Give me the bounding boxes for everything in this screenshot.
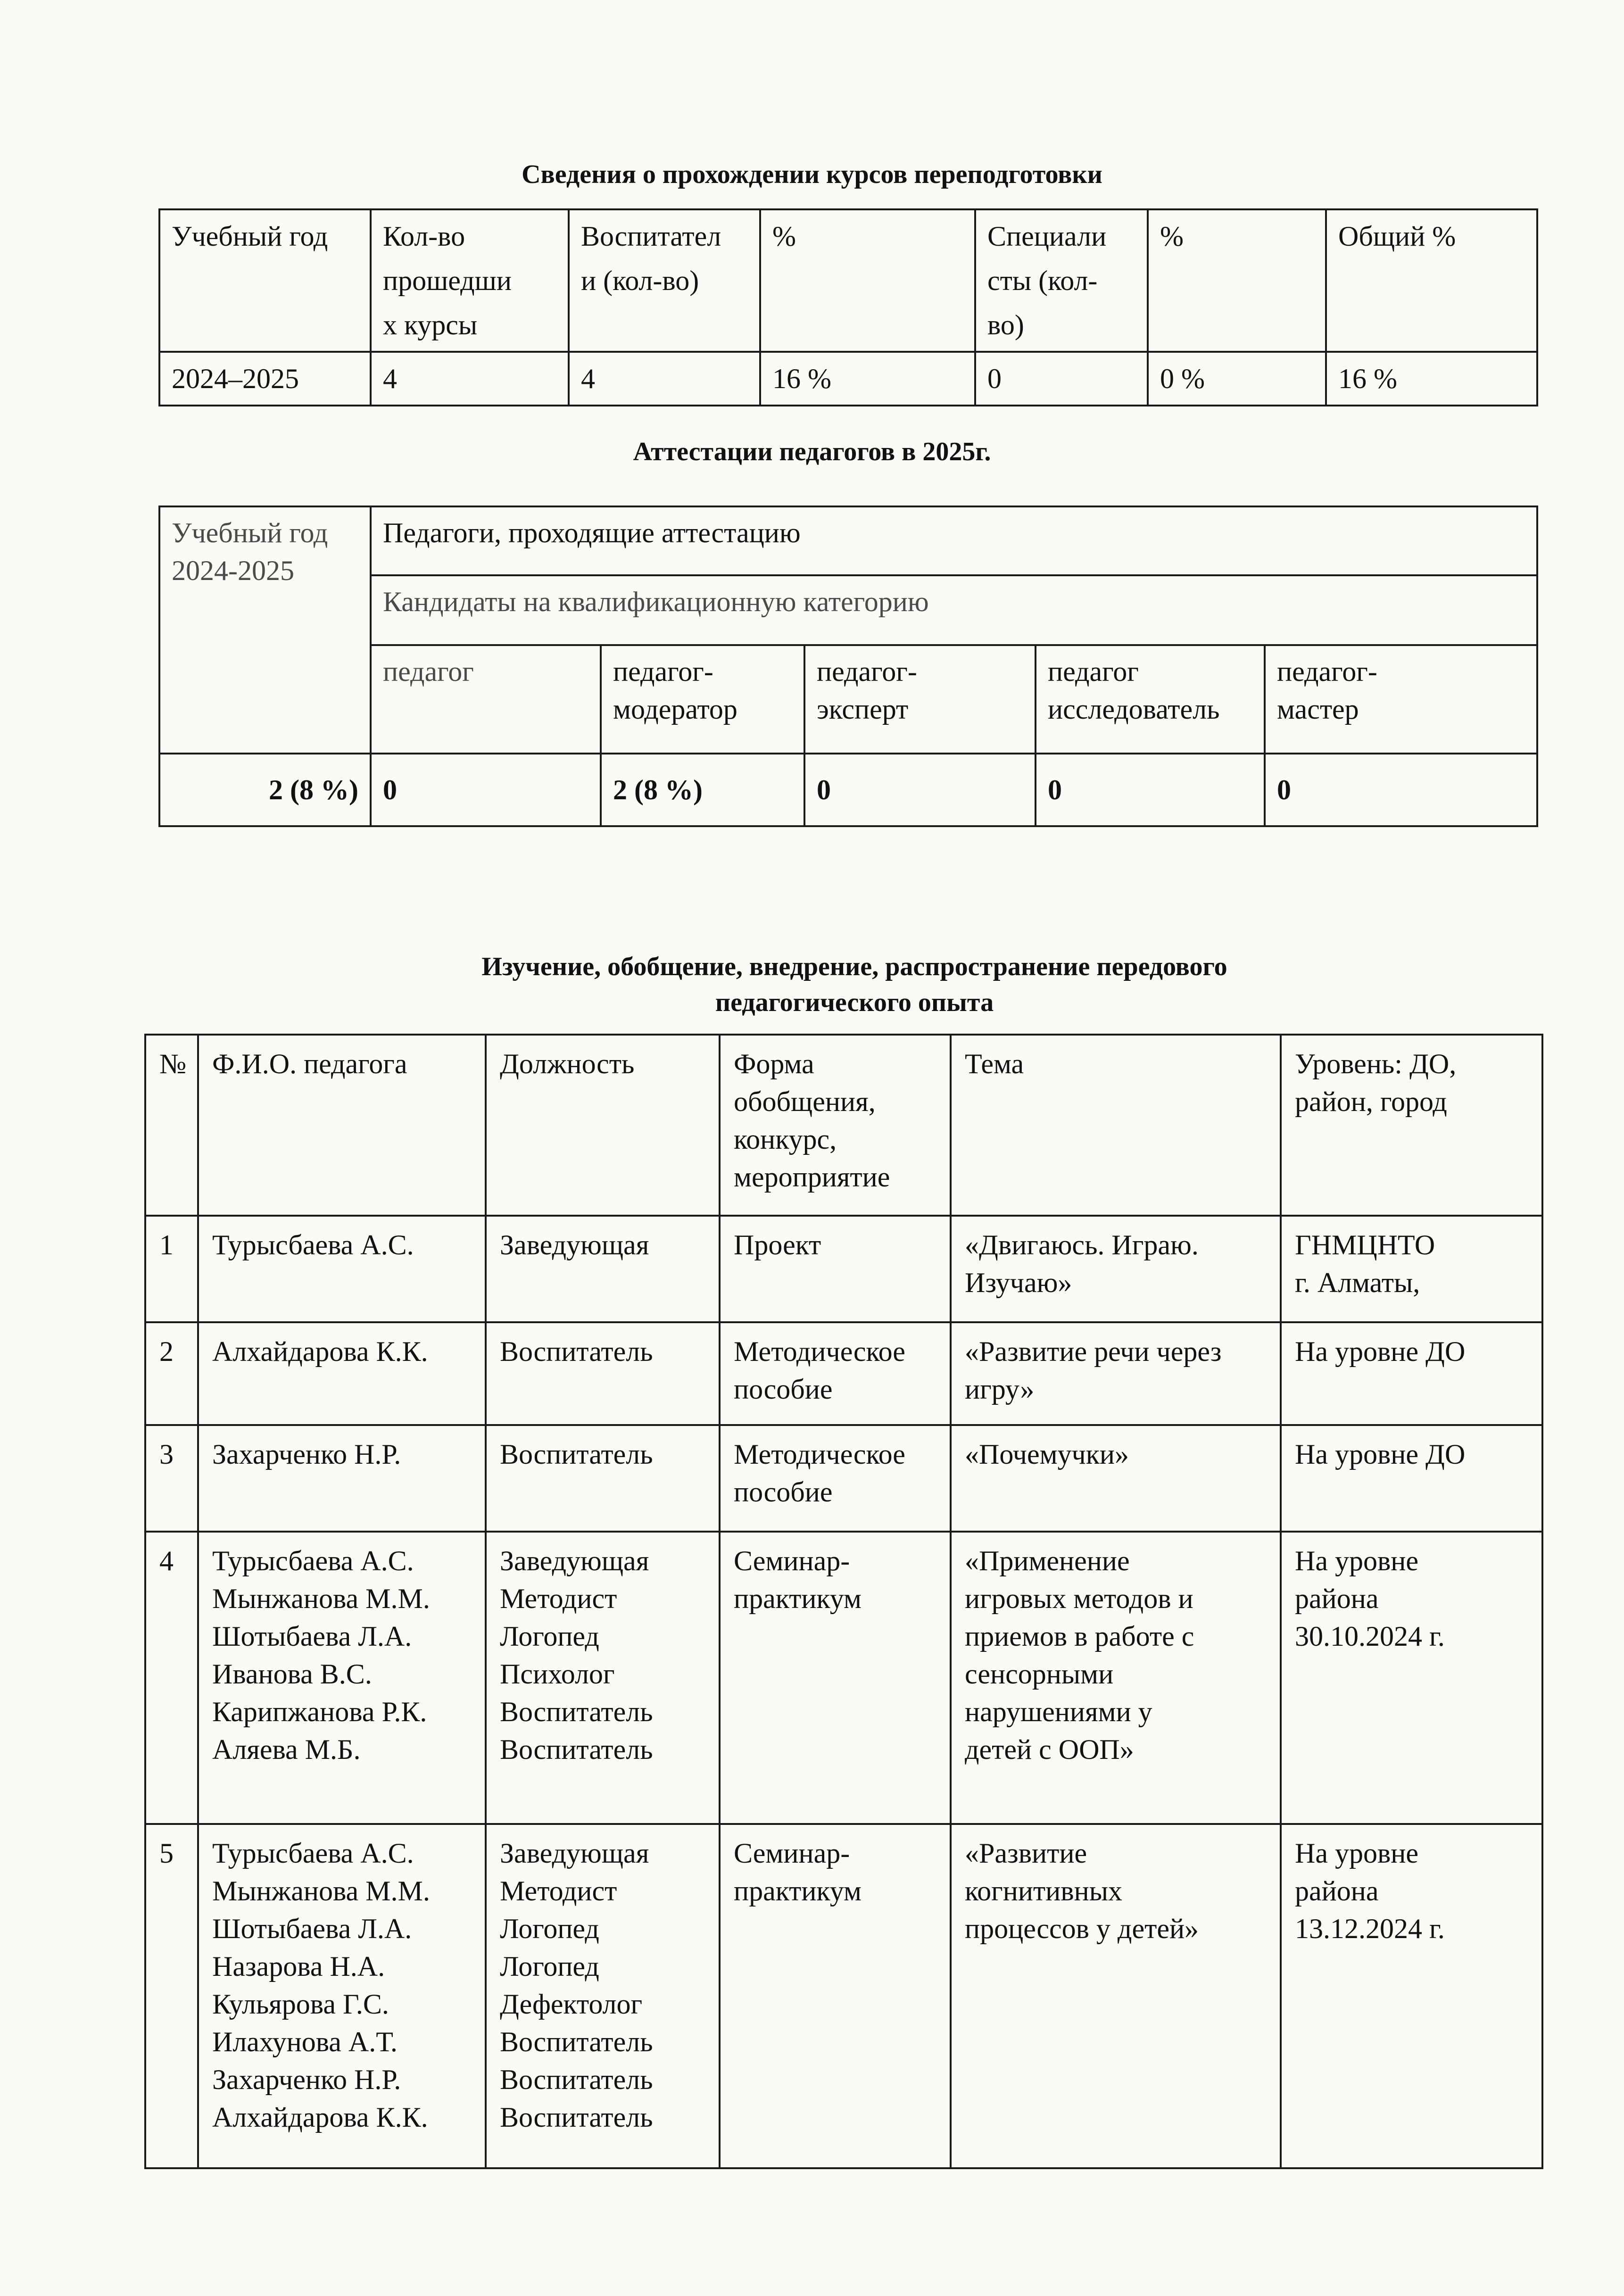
- attestation-sub-header: Кандидаты на квалификационную категорию: [371, 575, 1537, 645]
- row-number: 3: [145, 1425, 198, 1532]
- category-cell: педагог: [371, 645, 601, 754]
- teacher-names: Алхайдарова К.К.: [198, 1322, 486, 1425]
- courses-cell: 16 %: [760, 352, 975, 406]
- courses-header-row: [159, 209, 1537, 352]
- teacher-names: Захарченко Н.Р.: [198, 1425, 486, 1532]
- form: Проект: [720, 1216, 951, 1322]
- topic: «Почемучки»: [951, 1425, 1281, 1532]
- courses-cell: 0: [975, 352, 1148, 406]
- courses-header-cell: %: [760, 209, 975, 352]
- courses-cell: 2024–2025: [159, 352, 371, 406]
- experience-title: Изучение, обобщение, внедрение, распространение передового педагогического опыта: [481, 952, 1227, 1017]
- level: На уровне ДО: [1281, 1322, 1542, 1425]
- category-cell: педагог исследователь: [1036, 645, 1265, 754]
- attestation-value-cell: 0: [1036, 754, 1265, 826]
- experience-header-cell: №: [145, 1035, 198, 1216]
- attestation-table: [158, 506, 1538, 827]
- positions: Заведующая Методист Логопед Логопед Дефектолог Воспитатель Воспитатель Воспитатель: [486, 1824, 720, 2168]
- teacher-names: Турысбаева А.С. Мынжанова М.М. Шотыбаева Л.А. Иванова В.С. Карипжанова Р.К. Аляева М.Б.: [198, 1532, 486, 1824]
- attestation-year-cell: Учебный год 2024-2025: [159, 506, 371, 754]
- courses-header-cell: Специали сты (кол- во): [975, 209, 1148, 352]
- courses-cell: 4: [569, 352, 760, 406]
- courses-table: [158, 208, 1538, 406]
- experience-header-cell: Должность: [486, 1035, 720, 1216]
- teacher-names: Турысбаева А.С. Мынжанова М.М. Шотыбаева Л.А. Назарова Н.А. Кульярова Г.С. Илахунова А.Т. Захарченко Н.Р. Алхайдарова К.К.: [198, 1824, 486, 2168]
- level: На уровне района 30.10.2024 г.: [1281, 1532, 1542, 1824]
- category-cell: педагог- модератор: [601, 645, 804, 754]
- experience-header-cell: Ф.И.О. педагога: [198, 1035, 486, 1216]
- form: Методическое пособие: [720, 1425, 951, 1532]
- row-number: 1: [145, 1216, 198, 1322]
- courses-header-cell: Учебный год: [159, 209, 371, 352]
- courses-data-row: [159, 352, 1537, 406]
- courses-header-cell: Кол-во прошедши х курсы: [371, 209, 569, 352]
- category-cell: педагог- эксперт: [804, 645, 1036, 754]
- attestation-group-header: Педагоги, проходящие аттестацию: [371, 506, 1537, 575]
- row-number: 5: [145, 1824, 198, 2168]
- table-row: [145, 1216, 1542, 1322]
- courses-title: Сведения о прохождении курсов переподготовки: [522, 160, 1102, 189]
- attestation-title: Аттестации педагогов в 2025г.: [633, 437, 991, 466]
- experience-header-cell: Форма обобщения, конкурс, мероприятие: [720, 1035, 951, 1216]
- table-row: [145, 1322, 1542, 1425]
- attestation-values-row: [159, 754, 1537, 826]
- category-cell: педагог- мастер: [1265, 645, 1537, 754]
- experience-header-cell: Тема: [951, 1035, 1281, 1216]
- teacher-names: Турысбаева А.С.: [198, 1216, 486, 1322]
- attestation-value-cell: 0: [371, 754, 601, 826]
- level: На уровне ДО: [1281, 1425, 1542, 1532]
- topic: «Применение игровых методов и приемов в работе с сенсорными нарушениями у детей с ООП»: [951, 1532, 1281, 1824]
- positions: Воспитатель: [486, 1425, 720, 1532]
- row-number: 2: [145, 1322, 198, 1425]
- form: Методическое пособие: [720, 1322, 951, 1425]
- form: Семинар- практикум: [720, 1532, 951, 1824]
- positions: Воспитатель: [486, 1322, 720, 1425]
- positions: Заведующая: [486, 1216, 720, 1322]
- courses-cell: 16 %: [1326, 352, 1537, 406]
- attestation-group-row: [159, 506, 1537, 575]
- courses-header-cell: %: [1148, 209, 1326, 352]
- table-row: [145, 1425, 1542, 1532]
- courses-cell: 0 %: [1148, 352, 1326, 406]
- attestation-value-cell: 2 (8 %): [601, 754, 804, 826]
- form: Семинар- практикум: [720, 1824, 951, 2168]
- experience-header-cell: Уровень: ДО, район, город: [1281, 1035, 1542, 1216]
- topic: «Развитие речи через игру»: [951, 1322, 1281, 1425]
- attestation-value-cell: 0: [1265, 754, 1537, 826]
- attestation-total-cell: 2 (8 %): [159, 754, 371, 826]
- topic: «Развитие когнитивных процессов у детей»: [951, 1824, 1281, 2168]
- level: ГНМЦНТО г. Алматы,: [1281, 1216, 1542, 1322]
- topic: «Двигаюсь. Играю. Изучаю»: [951, 1216, 1281, 1322]
- courses-header-cell: Воспитател и (кол-во): [569, 209, 760, 352]
- experience-table: [144, 1034, 1543, 2169]
- positions: Заведующая Методист Логопед Психолог Воспитатель Воспитатель: [486, 1532, 720, 1824]
- experience-header-row: [145, 1035, 1542, 1216]
- attestation-value-cell: 0: [804, 754, 1036, 826]
- row-number: 4: [145, 1532, 198, 1824]
- level: На уровне района 13.12.2024 г.: [1281, 1824, 1542, 2168]
- courses-cell: 4: [371, 352, 569, 406]
- table-row: [145, 1532, 1542, 1824]
- table-row: [145, 1824, 1542, 2168]
- courses-header-cell: Общий %: [1326, 209, 1537, 352]
